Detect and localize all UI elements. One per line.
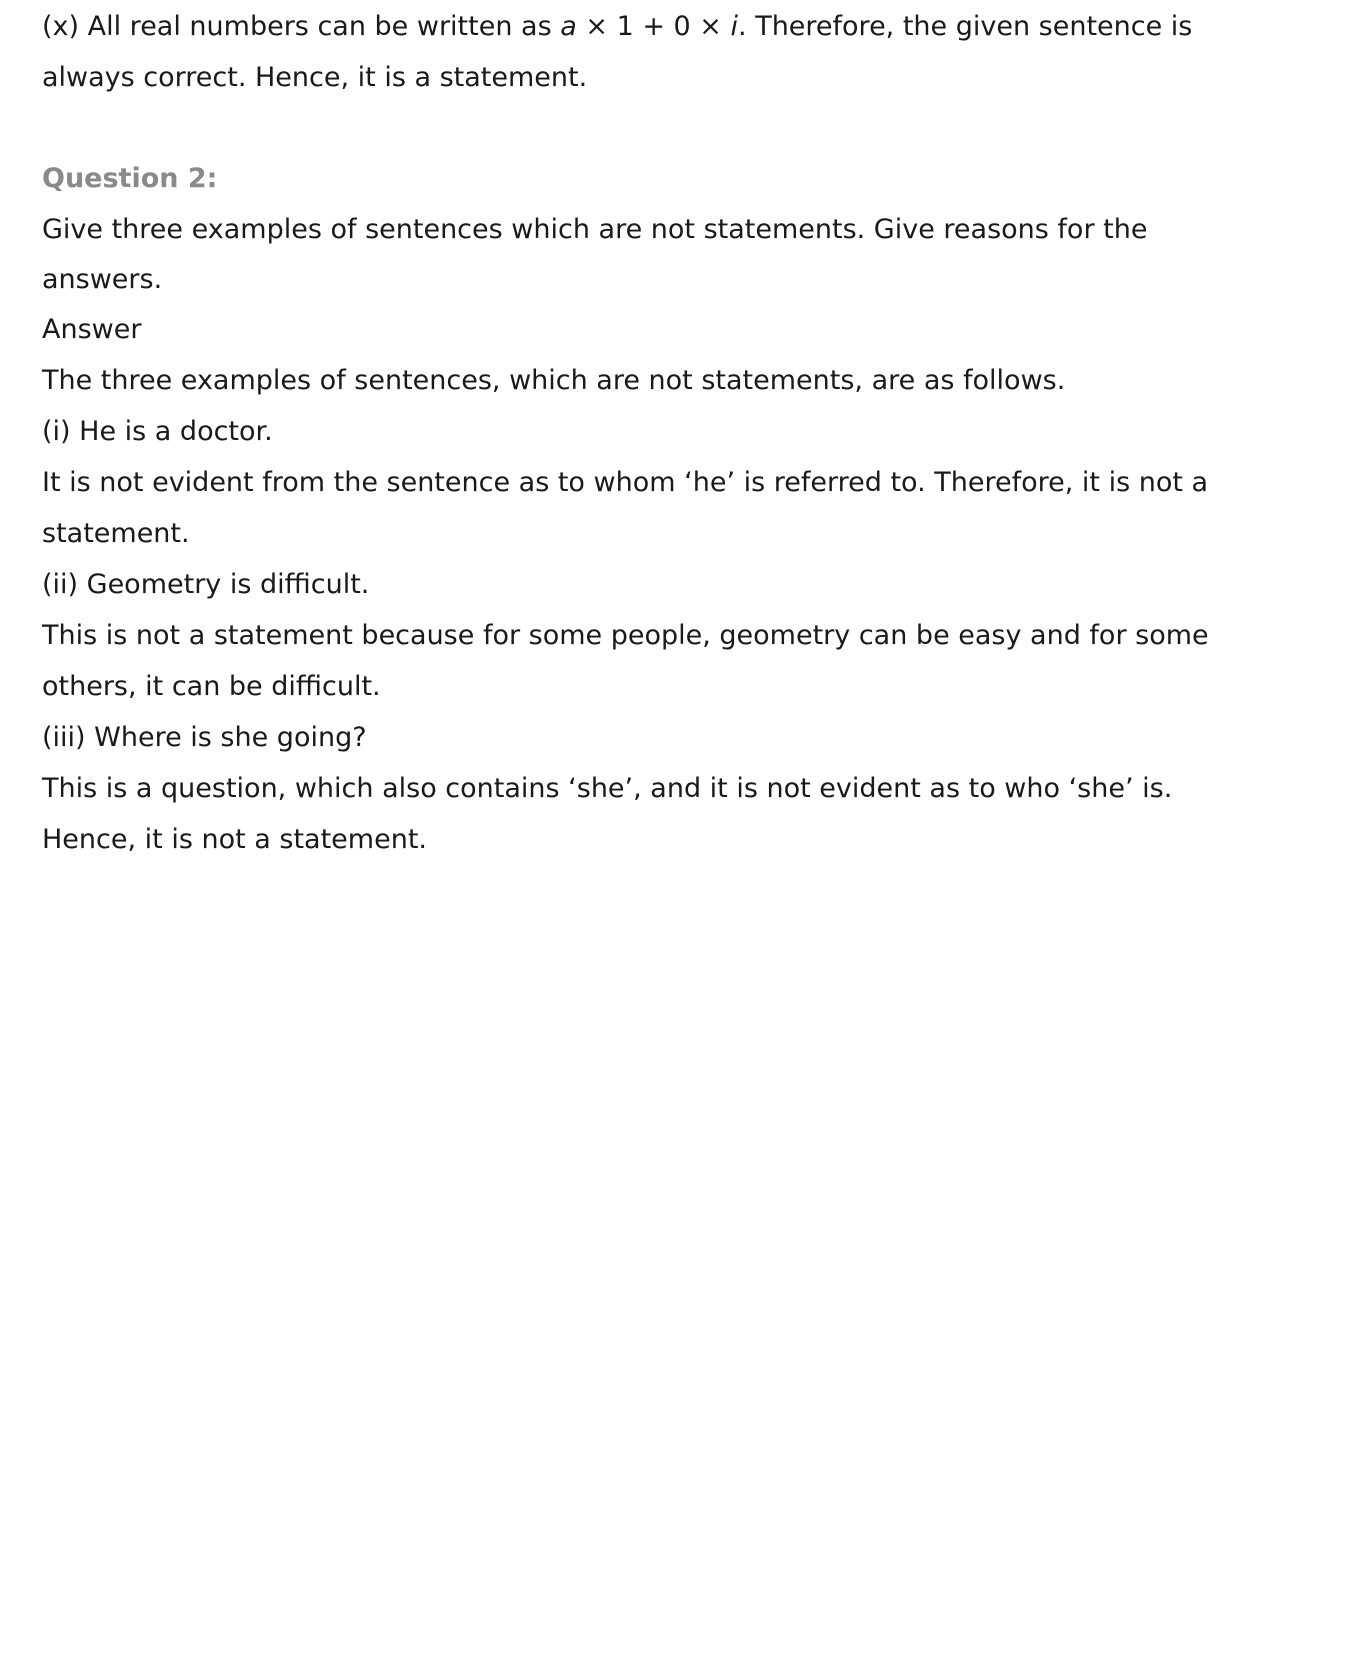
variable-i: i [730,11,739,42]
question-text-line-2: answers. [42,264,163,295]
example-sentence-2: (ii) Geometry is difficult. [42,569,370,600]
question-text-line-1: Give three examples of sentences which are not statements. Give reasons for the [42,214,1148,245]
intro-line-2: always correct. Hence, it is a statement. [42,62,588,93]
intro-text-suffix: . Therefore, the given sentence is [738,11,1193,42]
example-reason-3-line-1: This is a question, which also contains ‘she’, and it is not evident as to who ‘she’ is. [42,773,1173,804]
variable-a: a [560,11,577,42]
example-sentence-3: (iii) Where is she going? [42,722,367,753]
intro-line-1 [42,1,1332,52]
example-reason-2-line-1: This is not a statement because for some people, geometry can be easy and for some [42,620,1209,651]
section-gap [42,103,1332,153]
intro-operator-text: × 1 + 0 × [576,11,731,42]
intro-text-prefix: (x) All real numbers can be written as [42,11,561,42]
answer-label: Answer [42,314,142,345]
example-reason-2-line-2: others, it can be difficult. [42,671,381,702]
example-sentence-1: (i) He is a doctor. [42,416,273,447]
document-page [42,0,1332,865]
question-heading: Question 2: [42,163,218,194]
example-reason-1-line-2: statement. [42,518,190,549]
answer-intro: The three examples of sentences, which are not statements, are as follows. [42,365,1066,396]
example-reason-3-line-2: Hence, it is not a statement. [42,824,427,855]
example-reason-1-line-1: It is not evident from the sentence as to whom ‘he’ is referred to. Therefore, it is not a [42,467,1209,498]
